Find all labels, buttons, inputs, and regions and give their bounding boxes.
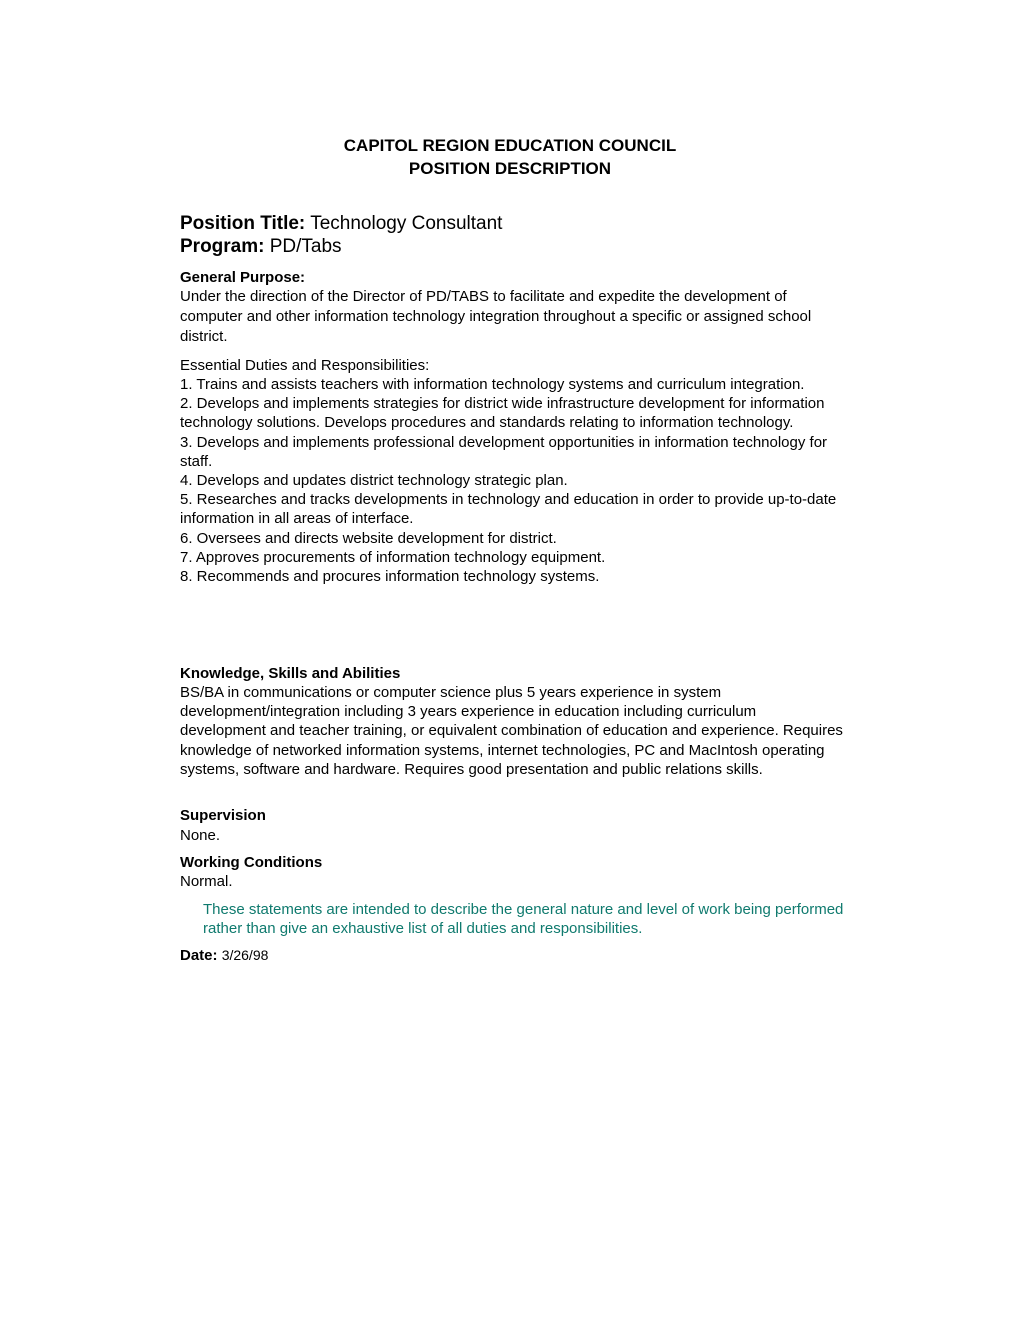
position-title-value: Technology Consultant [310, 213, 503, 234]
program-line [180, 235, 342, 259]
date-label: Date: [180, 947, 218, 964]
date-line [180, 946, 845, 965]
doc-type-heading: POSITION DESCRIPTION [408, 159, 612, 178]
general-purpose-text: Under the direction of the Director of PD/TABS to facilitate and expedite the development of computer and other information technology integration throughout a specific or assigned school district. [180, 288, 812, 345]
duty-item: 3. Develops and implements professional development opportunities in information technology for staff. [180, 433, 828, 470]
duty-item: 1. Trains and assists teachers with information technology systems and curriculum integration. [180, 376, 805, 393]
duty-item: 6. Oversees and directs website development for district. [180, 529, 557, 547]
working-conditions-text: Normal. [180, 873, 233, 890]
supervision-label: Supervision [180, 807, 266, 824]
general-purpose-label: General Purpose: [180, 269, 306, 286]
org-heading: CAPITOL REGION EDUCATION COUNCIL [343, 136, 677, 155]
duties-list [180, 375, 845, 586]
duty-item: 7. Approves procurements of information technology equipment. [180, 548, 606, 566]
duty-item: 5. Researches and tracks developments in technology and education in order to provide up-to-date information in all areas of interface. [180, 491, 837, 528]
program-label: Program: [180, 236, 265, 257]
working-conditions-label: Working Conditions [180, 854, 323, 871]
ksa-text: BS/BA in communications or computer science plus 5 years experience in system development/integration including 3 years experience in education including curriculum development and teacher training, or equivalent combination of education and experience. Requires knowledge of networked information systems, internet technologies, PC and MacIntosh operating systems, software and hardware. Requires good presentation and public relations skills. [180, 684, 843, 778]
program-value: PD/Tabs [269, 236, 342, 257]
duty-item: 2. Develops and implements strategies for district wide infrastructure development for information technology solutions. Develops procedures and standards relating to information technology. [180, 395, 825, 432]
ksa-label: Knowledge, Skills and Abilities [180, 665, 401, 682]
supervision-text: None. [180, 827, 221, 844]
position-title-label: Position Title: [180, 213, 306, 234]
duties-label: Essential Duties and Responsibilities: [180, 357, 430, 374]
disclaimer-text: These statements are intended to describe the general nature and level of work being performed rather than give an exhaustive list of all duties and responsibilities. [203, 901, 844, 938]
duty-item: 4. Develops and updates district technology strategic plan. [180, 472, 568, 490]
date-value: 3/26/98 [221, 947, 269, 963]
position-title-line [180, 212, 502, 236]
duty-item: 8. Recommends and procures information technology systems. [180, 568, 600, 586]
